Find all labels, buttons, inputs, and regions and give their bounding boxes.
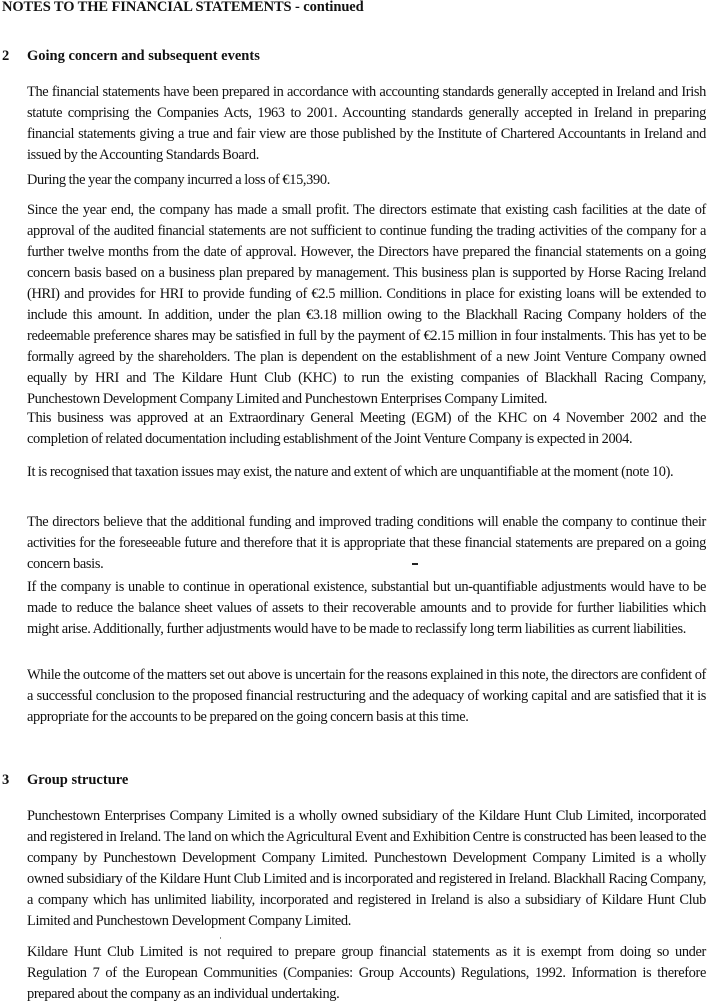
- paragraph: Kildare Hunt Club Limited is not required to prepare group financial statements as it is exempt from doing so under Regulation 7 of the European Communities (Companies: Group Accounts) Regulations, 1992. Information is therefore prepared about the company as an individual undertaking.: [27, 944, 706, 1002]
- section-heading-going-concern: [2, 48, 260, 65]
- scan-mark: [412, 563, 418, 565]
- section-heading-group-structure: [2, 772, 128, 789]
- scan-mark: [220, 937, 221, 939]
- page-title: NOTES TO THE FINANCIAL STATEMENTS - continued: [2, 0, 364, 15]
- section-title: Group structure: [27, 772, 129, 788]
- paragraph: Punchestown Enterprises Company Limited is a wholly owned subsidiary of the Kildare Hunt Club Limited, incorporated and registered in Ireland. The land on which the Agricultural Event and Exhibition Centre is constructed has been leased to the company by Punchestown Development Company Limited. Punchestown Development Company Limited is a wholly owned subsidiary of the Kildare Hunt Club Limited and is incorporated and registered in Ireland. Blackhall Racing Company, a company which has unlimited liability, incorporated and registered in Ireland is also a subsidiary of Kildare Hunt Club Limited and Punchestown Development Company Limited.: [27, 808, 706, 929]
- paragraph: The directors believe that the additional funding and improved trading conditions will enable the company to continue their activities for the foreseeable future and therefore that it is appropriate that these financial statements are prepared on a going concern basis.: [27, 514, 706, 572]
- paragraph: The financial statements have been prepared in accordance with accounting standards generally accepted in Ireland and Irish statute comprising the Companies Acts, 1963 to 2001. Accounting standards generally accepted in Ireland in preparing financial statements giving a true and fair view are those published by the Institute of Chartered Accountants in Ireland and issued by the Accounting Standards Board.: [27, 84, 706, 163]
- paragraph: It is recognised that taxation issues may exist, the nature and extent of which are unquantifiable at the moment (note 10).: [27, 464, 674, 480]
- paragraph: Since the year end, the company has made a small profit. The directors estimate that existing cash facilities at the date of approval of the audited financial statements are not sufficient to continue funding the trading activities of the company for a further twelve months from the date of approval. However, the Directors have prepared the financial statements on a going concern basis based on a business plan prepared by management. This business plan is supported by Horse Racing Ireland (HRI) and provides for HRI to provide funding of €2.5 million. Conditions in place for existing loans will be extended to include this amount. In addition, under the plan €3.18 million owing to the Blackhall Racing Company holders of the redeemable preference shares may be satisfied in full by the payment of €2.15 million in four instalments. This has yet to be formally agreed by the shareholders. The plan is dependent on the establishment of a new Joint Venture Company owned equally by HRI and The Kildare Hunt Club (KHC) to run the existing companies of Blackhall Racing Company, Punchestown Development Company Limited and Punchestown Enterprises Company Limited.: [27, 202, 706, 407]
- paragraph: This business was approved at an Extraordinary General Meeting (EGM) of the KHC on 4 November 2002 and the completion of related documentation including establishment of the Joint Venture Company is expected in 2004.: [27, 410, 706, 447]
- paragraph: While the outcome of the matters set out above is uncertain for the reasons explained in this note, the directors are confident of a successful conclusion to the proposed financial restructuring and the adequacy of working capital and are satisfied that it is appropriate for the accounts to be prepared on the going concern basis at this time.: [27, 667, 706, 725]
- paragraph-loss: During the year the company incurred a loss of €15,390.: [27, 172, 330, 188]
- section-number: 2: [2, 48, 10, 64]
- paragraph: If the company is unable to continue in operational existence, substantial but un-quantifiable adjustments would have to be made to reduce the balance sheet values of assets to their recoverable amounts and to provide for further liabilities which might arise. Additionally, further adjustments would have to be made to reclassify long term liabilities as current liabilities.: [27, 579, 706, 637]
- section-title: Going concern and subsequent events: [27, 48, 260, 64]
- section-number: 3: [2, 772, 10, 788]
